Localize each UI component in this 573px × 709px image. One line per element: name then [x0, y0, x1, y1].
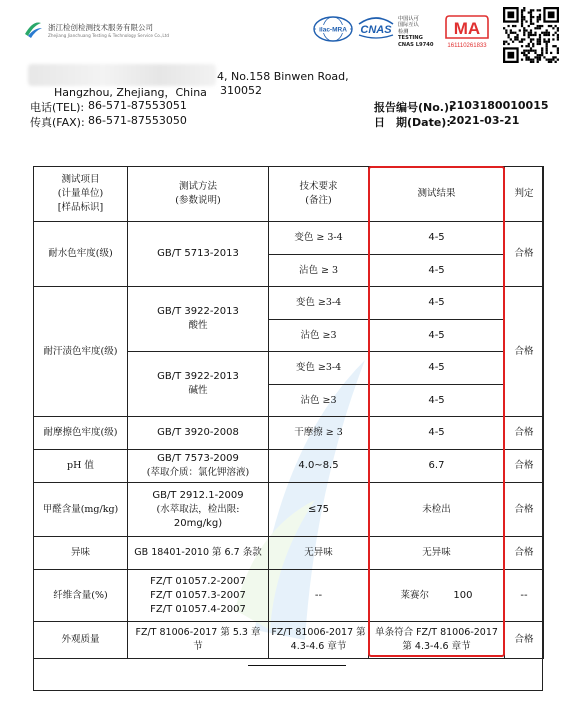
cell-ph-verdict: 合格 — [505, 450, 544, 483]
fax-value: 86-571-87553050 — [88, 114, 187, 127]
table-row — [34, 537, 544, 570]
fiber-method-line: FZ/T 01057.3-2007 — [150, 589, 246, 601]
look-res-line: 第 4.3-4.6 章节 — [402, 641, 471, 652]
fiber-res-value: 100 — [453, 589, 473, 601]
cell-sweat-alk-method — [128, 352, 269, 417]
sweat-acid-method-note: 酸性 — [188, 320, 208, 331]
cell-sweat-item: 耐汗渍色牢度(级) — [34, 287, 128, 417]
look-method-line: FZ/T 81006-2017 第 5.3 章 — [135, 627, 261, 638]
cell-odor-item: 异味 — [34, 537, 128, 570]
cell-water-method: GB/T 5713-2013 — [128, 222, 269, 287]
header-method — [128, 167, 269, 222]
table-row — [34, 287, 544, 320]
cell-ph-req: 4.0~8.5 — [269, 450, 369, 483]
cell-odor-verdict: 合格 — [505, 537, 544, 570]
address-postcode: 310052 — [220, 84, 262, 97]
ph-method-std: GB/T 7573-2009 — [157, 453, 239, 464]
ilac-mra-logo — [312, 14, 354, 44]
qr-code-icon — [503, 7, 559, 63]
cell-sweat-acid-req2: 沾色 ≥3 — [269, 320, 369, 352]
table-header-row — [34, 167, 544, 222]
cell-look-res — [369, 622, 505, 659]
cell-hcho-method — [128, 483, 269, 537]
company-name-en: Zhejiang Jianchuang Testing & Technology Service Co.,Ltd — [48, 33, 170, 38]
address-line-1: 4, No.158 Binwen Road, — [217, 70, 349, 83]
cell-sweat-acid-req1: 变色 ≥3-4 — [269, 287, 369, 320]
header-requirement-line: 技术要求 — [299, 181, 338, 192]
cell-water-req2: 沾色 ≥ 3 — [269, 255, 369, 287]
look-method-line: 节 — [193, 641, 203, 652]
cell-sweat-alk-req2: 沾色 ≥3 — [269, 385, 369, 417]
ilac-label: ilac-MRA — [319, 26, 347, 34]
table-row — [34, 417, 544, 450]
cell-hcho-verdict: 合格 — [505, 483, 544, 537]
cell-ph-method — [128, 450, 269, 483]
cell-hcho-res: 未检出 — [369, 483, 505, 537]
hcho-method-limit: 20mg/kg) — [173, 517, 223, 529]
cnas-accreditation-text — [398, 16, 433, 48]
tel-label: 电话(TEL): — [30, 101, 85, 114]
cnas-text-line: 检测 — [398, 28, 409, 35]
ma-number: 161110261833 — [447, 43, 487, 49]
table-row — [34, 570, 544, 622]
cnas-logo — [355, 14, 397, 40]
cell-look-method — [128, 622, 269, 659]
hcho-method-note: (水萃取法，检出限: — [156, 503, 240, 515]
cell-sweat-alk-res2: 4-5 — [369, 385, 505, 417]
cell-hcho-item: 甲醛含量(mg/kg) — [34, 483, 128, 537]
table-row — [34, 222, 544, 255]
look-res-line: 单条符合 FZ/T 81006-2017 — [375, 627, 498, 638]
end-of-table-line — [248, 665, 346, 666]
cell-rub-item: 耐摩擦色牢度(级) — [34, 417, 128, 450]
table-row — [34, 622, 544, 659]
fiber-method-line: FZ/T 01057.2-2007 — [150, 575, 246, 587]
header-result: 测试结果 — [369, 167, 505, 222]
cma-logo — [443, 12, 491, 52]
cell-water-item: 耐水色牢度(级) — [34, 222, 128, 287]
cell-ph-item: pH 值 — [34, 450, 128, 483]
report-number-label: 报告编号(No.): — [374, 101, 454, 114]
cell-look-item: 外观质量 — [34, 622, 128, 659]
header-method-line: (参数说明) — [175, 195, 221, 206]
company-name-cn: 浙江检创检测技术服务有限公司 — [48, 23, 153, 32]
table-row — [34, 450, 544, 483]
header-requirement — [269, 167, 369, 222]
report-date: 2021-03-21 — [449, 114, 520, 127]
header-verdict: 判定 — [505, 167, 544, 222]
cell-sweat-acid-res2: 4-5 — [369, 320, 505, 352]
cnas-text-line: 国际互认 — [398, 22, 419, 29]
header-method-line: 测试方法 — [178, 181, 217, 192]
fiber-method-line: FZ/T 01057.4-2007 — [150, 603, 246, 615]
fax-label: 传真(FAX): — [30, 116, 85, 129]
test-results-table — [33, 166, 544, 659]
sweat-alk-method-note: 碱性 — [188, 385, 208, 396]
cell-water-req1: 变色 ≥ 3-4 — [269, 222, 369, 255]
cell-water-res1: 4-5 — [369, 222, 505, 255]
cell-sweat-verdict: 合格 — [505, 287, 544, 417]
cell-fiber-res — [369, 570, 505, 622]
ma-label: MA — [453, 19, 481, 38]
sweat-alk-method-std: GB/T 3922-2013 — [157, 371, 239, 382]
report-number: 2103180010015 — [449, 99, 549, 112]
header-item-line: (计量单位) — [57, 188, 104, 199]
cell-rub-res: 4-5 — [369, 417, 505, 450]
look-req-line: FZ/T 81006-2017 第 — [271, 627, 366, 638]
cell-rub-method: GB/T 3920-2008 — [128, 417, 269, 450]
tel-value: 86-571-87553051 — [88, 99, 187, 112]
cell-odor-method: GB 18401-2010 第 6.7 条款 — [128, 537, 269, 570]
header-item — [34, 167, 128, 222]
header-requirement-line: (备注) — [305, 195, 332, 206]
cell-look-req — [269, 622, 369, 659]
fiber-res-name: 莱赛尔 — [400, 589, 430, 601]
cell-odor-req: 无异味 — [269, 537, 369, 570]
cell-sweat-acid-method — [128, 287, 269, 352]
cnas-label: CNAS — [360, 24, 392, 36]
cell-rub-req: 干摩擦 ≥ 3 — [269, 417, 369, 450]
cnas-text-line: CNAS L9740 — [398, 41, 434, 48]
look-req-line: 4.3-4.6 章节 — [290, 641, 347, 652]
cell-fiber-item: 纤维含量(%) — [34, 570, 128, 622]
cell-fiber-verdict: -- — [505, 570, 544, 622]
cell-sweat-acid-res1: 4-5 — [369, 287, 505, 320]
cell-water-res2: 4-5 — [369, 255, 505, 287]
cell-look-verdict: 合格 — [505, 622, 544, 659]
hcho-method-std: GB/T 2912.1-2009 — [152, 489, 244, 501]
cnas-text-line: TESTING — [398, 35, 423, 42]
header-item-line: 测试项目 — [61, 174, 100, 185]
cell-fiber-req: -- — [269, 570, 369, 622]
report-date-label: 日 期(Date): — [374, 116, 451, 129]
table-row — [34, 483, 544, 537]
cell-odor-res: 无异味 — [369, 537, 505, 570]
cell-sweat-alk-res1: 4-5 — [369, 352, 505, 385]
cell-hcho-req: ≤75 — [269, 483, 369, 537]
cell-fiber-method — [128, 570, 269, 622]
cell-sweat-alk-req1: 变色 ≥3-4 — [269, 352, 369, 385]
cnas-text-line: 中国认可 — [398, 16, 419, 22]
cell-water-verdict: 合格 — [505, 222, 544, 287]
cell-rub-verdict: 合格 — [505, 417, 544, 450]
ph-method-note: (萃取介质：氯化钾溶液) — [146, 467, 250, 478]
address-line-2-city: Hangzhou, Zhejiang，China — [54, 86, 207, 99]
cell-ph-res: 6.7 — [369, 450, 505, 483]
header-item-line: [样品标识] — [57, 202, 104, 213]
company-logo-icon — [22, 18, 44, 40]
redacted-address-area — [28, 64, 216, 86]
sweat-acid-method-std: GB/T 3922-2013 — [157, 306, 239, 317]
